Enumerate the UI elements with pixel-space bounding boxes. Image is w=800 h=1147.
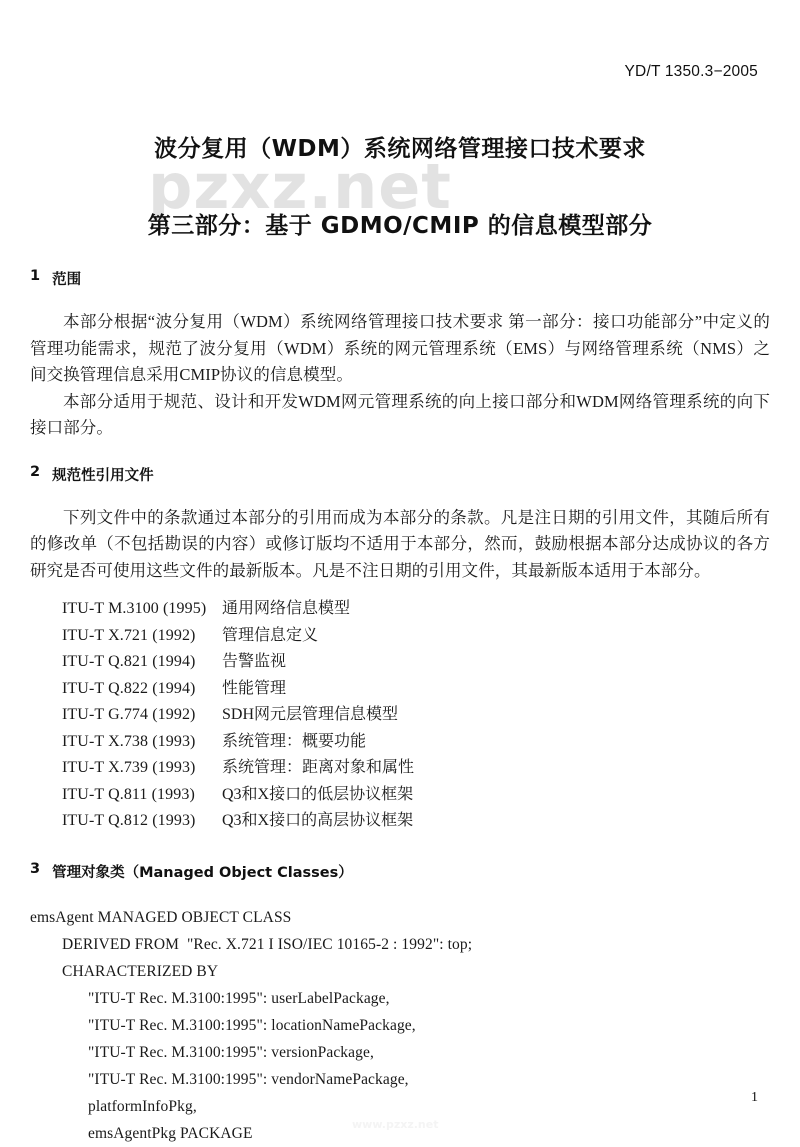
- list-item: [30, 755, 770, 782]
- list-item: [30, 808, 770, 835]
- section-heading-3: [30, 861, 770, 882]
- section-1-paragraph-2: 本部分适用于规范、设计和开发WDM网元管理系统的向上接口部分和WDM网络管理系统的向下接口部分。: [30, 391, 770, 437]
- code-line: "ITU-T Rec. M.3100:1995": userLabelPackage,: [88, 989, 390, 1007]
- section-title-3: 管理对象类（Managed Object Classes）: [52, 864, 353, 881]
- section-heading-2: [30, 464, 770, 485]
- reference-description: Q3和X接口的高层协议框架: [222, 812, 414, 829]
- reference-description: SDH网元层管理信息模型: [222, 706, 399, 723]
- reference-id: ITU-T Q.822 (1994): [62, 679, 196, 697]
- section-1-paragraph-1: 本部分根据“波分复用（WDM）系统网络管理接口技术要求 第一部分：接口功能部分”中定义的管理功能需求，规范了波分复用（WDM）系统的网元管理系统（EMS）与网络管理系统（NMS）之间交换管理信息采用CMIP协议的信息模型。: [30, 312, 770, 384]
- document-title: 波分复用（WDM）系统网络管理接口技术要求: [154, 136, 646, 162]
- standard-number-header: YD/T 1350.3−2005: [624, 63, 758, 80]
- code-line: "ITU-T Rec. M.3100:1995": versionPackage,: [88, 1043, 374, 1061]
- reference-description: 通用网络信息模型: [222, 600, 351, 617]
- section-number-3: 3: [30, 860, 41, 877]
- watermark-main: pzxz.net: [148, 150, 452, 223]
- list-item: [30, 623, 770, 650]
- list-item: [30, 649, 770, 676]
- code-line: emsAgent MANAGED OBJECT CLASS: [30, 908, 292, 926]
- code-line: platformInfoPkg,: [88, 1097, 197, 1115]
- list-item: [30, 702, 770, 729]
- section-number-1: 1: [30, 268, 41, 284]
- reference-description: Q3和X接口的低层协议框架: [222, 785, 414, 803]
- title-block: [0, 130, 800, 240]
- reference-description: 系统管理：概要功能: [222, 732, 367, 750]
- list-item: [30, 596, 770, 623]
- watermark-footer: www.pzxz.net: [352, 1118, 439, 1131]
- list-item: [30, 676, 770, 703]
- reference-description: 告警监视: [222, 653, 287, 670]
- page-number: 1: [751, 1090, 758, 1105]
- reference-id: ITU-T G.774 (1992): [62, 706, 196, 723]
- reference-id: ITU-T M.3100 (1995): [62, 600, 207, 617]
- reference-id: ITU-T Q.811 (1993): [62, 785, 195, 803]
- reference-description: 系统管理：距离对象和属性: [222, 759, 415, 776]
- reference-id: ITU-T Q.812 (1993): [62, 812, 196, 829]
- reference-description: 性能管理: [222, 679, 287, 697]
- normative-reference-list: [30, 596, 770, 835]
- reference-id: ITU-T X.738 (1993): [62, 732, 196, 750]
- code-line: CHARACTERIZED BY: [62, 962, 219, 980]
- reference-id: ITU-T X.721 (1992): [62, 626, 196, 644]
- document-body: [30, 268, 770, 1147]
- code-line: DERIVED FROM "Rec. X.721 I ISO/IEC 10165-2 : 1992": top;: [62, 935, 473, 953]
- list-item: [30, 782, 770, 809]
- code-line: "ITU-T Rec. M.3100:1995": locationNamePackage,: [88, 1016, 416, 1034]
- list-item: [30, 729, 770, 756]
- code-line: emsAgentPkg PACKAGE: [88, 1124, 253, 1142]
- code-line: "ITU-T Rec. M.3100:1995": vendorNamePackage,: [88, 1070, 409, 1088]
- reference-id: ITU-T Q.821 (1994): [62, 653, 196, 670]
- gdmo-definition-block: [30, 904, 770, 1147]
- section-2-paragraph-1: 下列文件中的条款通过本部分的引用而成为本部分的条款。凡是注日期的引用文件，其随后所有的修改单（不包括勘误的内容）或修订版均不适用于本部分，然而，鼓励根据本部分达成协议的各方研究是否可使用这些文件的最新版本。凡是不注日期的引用文件，其最新版本适用于本部分。: [30, 507, 770, 580]
- section-number-2: 2: [30, 463, 41, 480]
- section-title-1: 范围: [52, 272, 82, 288]
- reference-id: ITU-T X.739 (1993): [62, 759, 196, 776]
- section-heading-1: [30, 268, 770, 289]
- document-subtitle: 第三部分：基于 GDMO/CMIP 的信息模型部分: [147, 213, 653, 239]
- reference-description: 管理信息定义: [222, 626, 319, 644]
- section-title-2: 规范性引用文件: [52, 467, 154, 484]
